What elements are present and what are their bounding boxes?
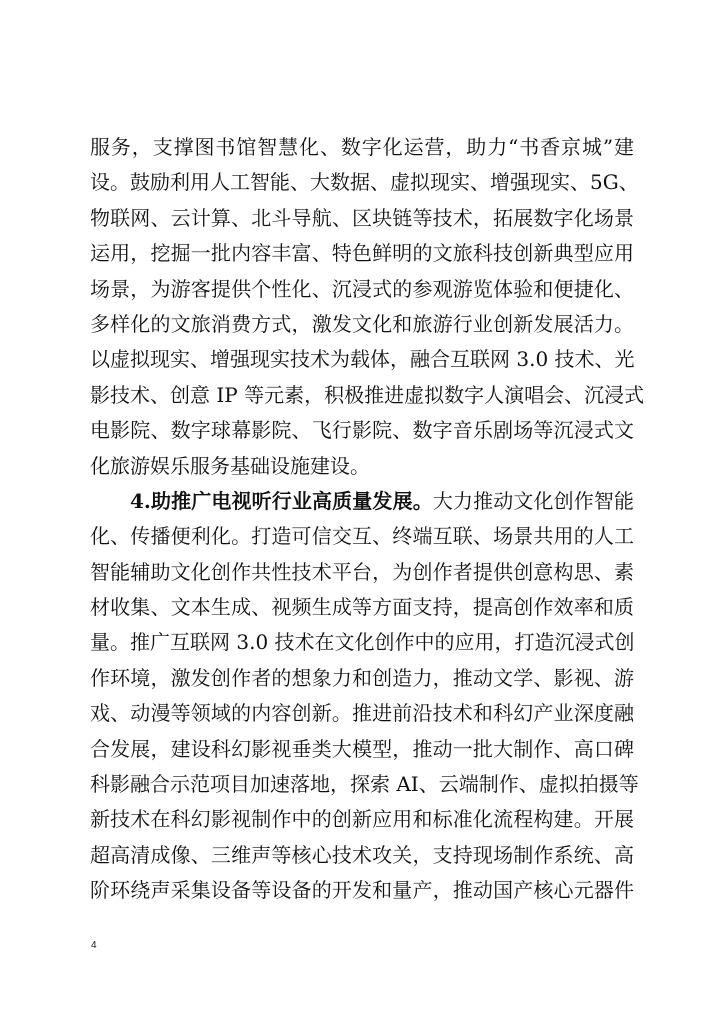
paragraph-line: 电影院、数字球幕影院、飞行影院、数字音乐剧场等沉浸式文 xyxy=(90,418,634,443)
section-heading-line xyxy=(90,484,634,519)
paragraph-line: 影技术、创意 IP 等元素，积极推进虚拟数字人演唱会、沉浸式 xyxy=(90,382,645,407)
paragraph-line: 作环境，激发创作者的想象力和创造力，推动文学、影视、游 xyxy=(90,665,634,690)
paragraph-line: 化、传播便利化。打造可信交互、终端互联、场景共用的人工 xyxy=(90,524,634,549)
paragraph-line: 化旅游娱乐服务基础设施建设。 xyxy=(90,453,370,478)
section-heading-rest: 大力推动文化创作智能 xyxy=(432,488,634,513)
paragraph-line: 新技术在科幻影视制作中的创新应用和标准化流程构建。开展 xyxy=(90,807,634,832)
page-number: 4 xyxy=(91,940,97,951)
paragraph-line: 以虚拟现实、增强现实技术为载体，融合互联网 3.0 技术、光 xyxy=(90,347,635,372)
paragraph-line: 物联网、云计算、北斗导航、区块链等技术，拓展数字化场景 xyxy=(90,205,634,230)
paragraph-line: 场景，为游客提供个性化、沉浸式的参观游览体验和便捷化、 xyxy=(90,276,634,301)
paragraph-line: 戏、动漫等领域的内容创新。推进前沿技术和科幻产业深度融 xyxy=(90,701,634,726)
paragraph-line: 阶环绕声采集设备等设备的开发和量产，推动国产核心元器件 xyxy=(90,878,634,903)
section-heading: 4.助推广电视听行业高质量发展。 xyxy=(130,488,433,513)
paragraph-line: 科影融合示范项目加速落地，探索 AI、云端制作、虚拟拍摄等 xyxy=(90,772,639,797)
paragraph-line: 合发展，建设科幻影视垂类大模型，推动一批大制作、高口碑 xyxy=(90,736,634,761)
paragraph-line: 运用，挖掘一批内容丰富、特色鲜明的文旅科技创新典型应用 xyxy=(90,241,634,266)
paragraph-line: 超高清成像、三维声等核心技术攻关，支持现场制作系统、高 xyxy=(90,842,634,867)
paragraph-line: 设。鼓励利用人工智能、大数据、虚拟现实、增强现实、5G、 xyxy=(90,170,639,195)
body-text xyxy=(90,130,645,909)
paragraph-line: 多样化的文旅消费方式，激发文化和旅游行业创新发展活力。 xyxy=(90,311,634,336)
paragraph-line: 量。推广互联网 3.0 技术在文化创作中的应用，打造沉浸式创 xyxy=(90,630,635,655)
paragraph-line: 服务，支撑图书馆智慧化、数字化运营，助力“书香京城”建 xyxy=(90,135,634,159)
paragraph-line: 智能辅助文化创作共性技术平台，为创作者提供创意构思、素 xyxy=(90,559,634,584)
paragraph-line: 材收集、文本生成、视频生成等方面支持，提高创作效率和质 xyxy=(90,595,634,620)
